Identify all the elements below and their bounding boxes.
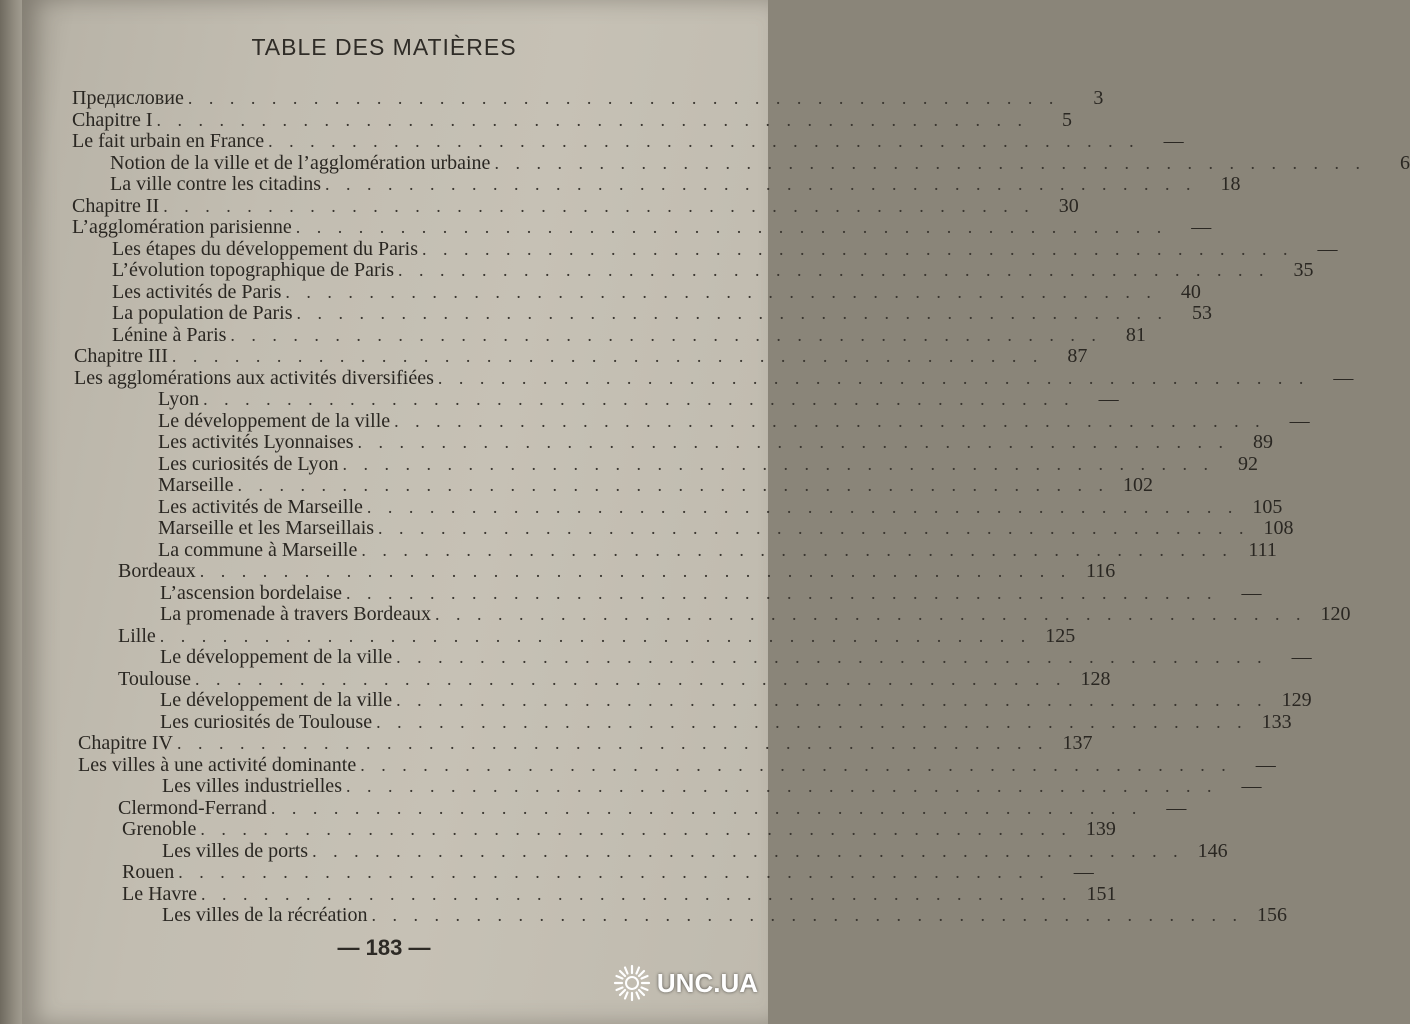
dot-leader: . . . . . . . . . . . . . . . . . . . . . . . . . . . . . . . . . . . . . . . . . . bbox=[230, 324, 1102, 345]
toc-entry-page: 35 bbox=[1293, 259, 1314, 281]
toc-entry-page: — bbox=[1241, 775, 1262, 797]
toc-entry bbox=[122, 882, 1117, 905]
toc-entry-label: Chapitre II bbox=[72, 194, 160, 217]
page-title: TABLE DES MATIÈRES bbox=[251, 34, 517, 60]
toc-entry-page: 105 bbox=[1252, 495, 1283, 518]
toc-entry-label: Les activités Lyonnaises bbox=[158, 431, 354, 453]
watermark-text: UNC.UA bbox=[656, 967, 758, 998]
toc-entry-label: Chapitre III bbox=[74, 345, 168, 367]
toc-entry bbox=[158, 431, 1274, 453]
toc-entry bbox=[110, 173, 1241, 195]
toc-entry-page: 139 bbox=[1085, 818, 1116, 840]
toc-entry-label: Les villes industrielles bbox=[162, 775, 342, 797]
toc-entry-label: Les agglomérations aux activités diversifiées bbox=[74, 366, 434, 389]
toc-entry bbox=[74, 366, 1354, 389]
toc-entry bbox=[162, 904, 1287, 926]
dot-leader: . . . . . . . . . . . . . . . . . . . . . . . . . . . . . . . . . . . . . . . . . . bbox=[396, 690, 1268, 710]
toc-entry-page: 81 bbox=[1125, 323, 1146, 346]
toc-entry-page: — bbox=[1317, 237, 1338, 260]
toc-entry-label: Chapitre I bbox=[72, 108, 153, 131]
toc-entry-label: Chapitre IV bbox=[78, 732, 173, 754]
dot-leader: . . . . . . . . . . . . . . . . . . . . . . . . . . . . . . . . . . . . . . . . . . bbox=[285, 281, 1157, 302]
toc-entry-page: 120 bbox=[1320, 603, 1351, 625]
dot-leader: . . . . . . . . . . . . . . . . . . . . . . . . . . . . . . . . . . . . . . . . . . bbox=[200, 883, 1073, 904]
toc-entry-label: Предисловие bbox=[72, 87, 184, 109]
toc-entry-page: 128 bbox=[1080, 667, 1111, 690]
toc-entry bbox=[160, 581, 1262, 604]
toc-entry bbox=[72, 87, 1104, 109]
dot-leader: . . . . . . . . . . . . . . . . . . . . . . . . . . . . . . . . . . . . . . . . . . bbox=[342, 453, 1215, 474]
toc-entry bbox=[74, 345, 1088, 367]
toc-entry-page: — bbox=[1289, 409, 1310, 432]
toc-entry bbox=[118, 624, 1076, 647]
dot-leader: . . . . . . . . . . . . . . . . . . . . . . . . . . . . . . . . . . . . . . . . . . bbox=[187, 88, 1060, 108]
toc-entry bbox=[78, 753, 1276, 776]
toc-entry bbox=[158, 474, 1154, 496]
toc-entry-page: 53 bbox=[1192, 302, 1213, 324]
toc-entry bbox=[160, 646, 1312, 668]
toc-entry-label: Bordeaux bbox=[118, 560, 196, 582]
dot-leader: . . . . . . . . . . . . . . . . . . . . . . . . . . . . . . . . . . . . . . . . . . bbox=[178, 862, 1050, 882]
dot-leader: . . . . . . . . . . . . . . . . . . . . . . . . . . . . . . . . . . . . . . . . . . bbox=[435, 604, 1307, 624]
toc-entry-label: Les villes de la récréation bbox=[162, 904, 368, 926]
toc-entry-label: La population de Paris bbox=[112, 302, 293, 324]
toc-entry-page: 129 bbox=[1281, 689, 1312, 711]
toc-entry-page: — bbox=[1073, 861, 1094, 883]
toc-entry bbox=[162, 839, 1228, 862]
toc-entry bbox=[158, 409, 1310, 432]
toc-entry-label: Clermond-Ferrand bbox=[118, 796, 267, 819]
dot-leader: . . . . . . . . . . . . . . . . . . . . . . . . . . . . . . . . . . . . . . . . . . bbox=[176, 733, 1049, 753]
toc-entry bbox=[118, 667, 1111, 690]
toc-entry bbox=[122, 861, 1094, 883]
toc-entry-page: 151 bbox=[1086, 882, 1117, 905]
toc-entry bbox=[158, 452, 1259, 475]
toc-entry-page: — bbox=[1291, 646, 1312, 668]
toc-entry-page: — bbox=[1166, 796, 1187, 819]
dot-leader: . . . . . . . . . . . . . . . . . . . . . . . . . . . . . . . . . . . . . . . . . . bbox=[270, 797, 1143, 818]
toc-entry bbox=[112, 302, 1213, 324]
toc-entry-page: — bbox=[1163, 130, 1184, 152]
toc-entry bbox=[158, 517, 1294, 539]
toc-entry-label: Les étapes du développement du Paris bbox=[112, 237, 419, 260]
toc-entry-label: Les villes de ports bbox=[162, 839, 309, 862]
toc-entry-page: 40 bbox=[1180, 280, 1201, 303]
toc-entry-page: 125 bbox=[1045, 624, 1076, 647]
toc-entry-label: Les villes à une activité dominante bbox=[78, 753, 357, 776]
toc-entry-page: — bbox=[1191, 216, 1212, 238]
toc-entry-label: L’agglomération parisienne bbox=[72, 216, 292, 238]
toc-entry-page: 5 bbox=[1062, 108, 1073, 131]
toc-entry-label: Rouen bbox=[122, 861, 175, 883]
toc-entry-page: 3 bbox=[1093, 87, 1104, 109]
page-number: — 183 — bbox=[337, 935, 431, 960]
watermark bbox=[613, 964, 758, 1002]
dot-leader: . . . . . . . . . . . . . . . . . . . . . . . . . . . . . . . . . . . . . . . . . . bbox=[394, 410, 1266, 431]
dot-leader: . . . . . . . . . . . . . . . . . . . . . . . . . . . . . . . . . . . . . . . . . . bbox=[376, 711, 1248, 732]
dot-leader: . . . . . . . . . . . . . . . . . . . . . . . . . . . . . . . . . . . . . . . . . . bbox=[494, 152, 1366, 173]
toc-entry-page: — bbox=[1333, 366, 1354, 389]
toc-entry bbox=[72, 130, 1184, 152]
toc-entry-page: 102 bbox=[1123, 474, 1154, 496]
toc-entry-label: Toulouse bbox=[118, 667, 192, 690]
dot-leader: . . . . . . . . . . . . . . . . . . . . . . . . . . . . . . . . . . . . . . . . . . bbox=[296, 303, 1169, 323]
toc-entry-page: 137 bbox=[1062, 732, 1093, 754]
toc-entry bbox=[160, 603, 1351, 625]
toc-entry bbox=[162, 775, 1262, 797]
toc-entry-page: 89 bbox=[1253, 431, 1274, 453]
toc-entry bbox=[158, 388, 1119, 410]
toc-entry-page: 92 bbox=[1238, 452, 1259, 475]
dot-leader: . . . . . . . . . . . . . . . . . . . . . . . . . . . . . . . . . . . . . . . . . . bbox=[378, 518, 1250, 538]
toc-entry bbox=[160, 689, 1312, 711]
toc-entry-page: 146 bbox=[1197, 839, 1228, 862]
toc-entry bbox=[72, 216, 1212, 238]
toc-entry-page: — bbox=[1098, 388, 1119, 410]
toc-entry-page: 18 bbox=[1220, 173, 1241, 195]
toc-entry bbox=[118, 796, 1187, 819]
toc-entry-page: 87 bbox=[1067, 345, 1088, 367]
dot-leader: . . . . . . . . . . . . . . . . . . . . . . . . . . . . . . . . . . . . . . . . . . bbox=[361, 539, 1233, 560]
dot-leader: . . . . . . . . . . . . . . . . . . . . . . . . . . . . . . . . . . . . . . . . . . bbox=[295, 217, 1168, 237]
dot-leader: . . . . . . . . . . . . . . . . . . . . . . . . . . . . . . . . . . . . . . . . . . bbox=[200, 819, 1072, 839]
toc-entry bbox=[78, 732, 1093, 754]
toc-entry bbox=[158, 495, 1283, 518]
toc-entry bbox=[72, 108, 1073, 131]
sun-icon bbox=[613, 964, 651, 1002]
toc-entry-label: Les activités de Marseille bbox=[158, 495, 363, 518]
toc-entry-label: Les curiosités de Toulouse bbox=[160, 710, 373, 733]
toc-entry-label: Le développement de la ville bbox=[158, 409, 391, 432]
dot-leader: . . . . . . . . . . . . . . . . . . . . . . . . . . . . . . . . . . . . . . . . . . bbox=[195, 668, 1067, 689]
dot-leader: . . . . . . . . . . . . . . . . . . . . . . . . . . . . . . . . . . . . . . . . . . bbox=[171, 346, 1044, 366]
dot-leader: . . . . . . . . . . . . . . . . . . . . . . . . . . . . . . . . . . . . . . . . . . bbox=[360, 754, 1232, 775]
toc-entry-page: 116 bbox=[1086, 560, 1116, 582]
dot-leader: . . . . . . . . . . . . . . . . . . . . . . . . . . . . . . . . . . . . . . . . . . bbox=[366, 496, 1239, 517]
toc-entry-label: Lyon bbox=[158, 388, 200, 410]
toc-entry-label: L’ascension bordelaise bbox=[160, 581, 342, 604]
toc-entry bbox=[112, 280, 1201, 303]
dot-leader: . . . . . . . . . . . . . . . . . . . . . . . . . . . . . . . . . . . . . . . . . . bbox=[156, 109, 1029, 130]
toc-entry-label: L’évolution topographique de Paris bbox=[112, 259, 394, 281]
toc-entry-label: Le Havre bbox=[122, 882, 197, 905]
toc-entry-label: Les activités de Paris bbox=[112, 280, 282, 303]
dot-leader: . . . . . . . . . . . . . . . . . . . . . . . . . . . . . . . . . . . . . . . . . . bbox=[371, 905, 1243, 925]
toc-entry-label: Notion de la ville et de l’agglomération urbaine bbox=[110, 151, 491, 174]
toc-entry-label: Le développement de la ville bbox=[160, 646, 393, 668]
toc-entry-page: 108 bbox=[1263, 517, 1294, 539]
toc-entry-label: La commune à Marseille bbox=[158, 538, 358, 561]
dot-leader: . . . . . . . . . . . . . . . . . . . . . . . . . . . . . . . . . . . . . . . . . . bbox=[159, 625, 1032, 646]
dot-leader: . . . . . . . . . . . . . . . . . . . . . . . . . . . . . . . . . . . . . . . . . . bbox=[357, 432, 1230, 452]
dot-leader: . . . . . . . . . . . . . . . . . . . . . . . . . . . . . . . . . . . . . . . . . . bbox=[345, 776, 1218, 796]
toc-entry bbox=[72, 194, 1079, 217]
toc-entry-page: — bbox=[1241, 581, 1262, 604]
dot-leader: . . . . . . . . . . . . . . . . . . . . . . . . . . . . . . . . . . . . . . . . . . bbox=[163, 195, 1035, 216]
toc-entry-label: Le fait urbain en France bbox=[72, 130, 265, 152]
toc-entry bbox=[118, 560, 1116, 582]
toc-entry-page: 133 bbox=[1261, 710, 1292, 733]
toc-entry bbox=[158, 538, 1277, 561]
book-spine bbox=[0, 0, 22, 1024]
toc-entry-page: 156 bbox=[1256, 904, 1287, 926]
dot-leader: . . . . . . . . . . . . . . . . . . . . . . . . . . . . . . . . . . . . . . . . . . bbox=[268, 131, 1140, 151]
dot-leader: . . . . . . . . . . . . . . . . . . . . . . . . . . . . . . . . . . . . . . . . . . bbox=[437, 367, 1310, 388]
toc-entry-label: Lille bbox=[118, 624, 156, 647]
toc-entry-page: — bbox=[1255, 753, 1276, 776]
toc-entry bbox=[122, 818, 1116, 840]
dot-leader: . . . . . . . . . . . . . . . . . . . . . . . . . . . . . . . . . . . . . . . . . . bbox=[345, 582, 1218, 603]
toc-entry-label: La promenade à travers Bordeaux bbox=[160, 603, 431, 625]
toc-entry-label: Grenoble bbox=[122, 818, 197, 840]
dot-leader: . . . . . . . . . . . . . . . . . . . . . . . . . . . . . . . . . . . . . . . . . . bbox=[203, 389, 1075, 409]
dot-leader: . . . . . . . . . . . . . . . . . . . . . . . . . . . . . . . . . . . . . . . . . . bbox=[312, 840, 1184, 861]
dot-leader: . . . . . . . . . . . . . . . . . . . . . . . . . . . . . . . . . . . . . . . . . . bbox=[396, 647, 1268, 667]
dot-leader: . . . . . . . . . . . . . . . . . . . . . . . . . . . . . . . . . . . . . . . . . . bbox=[199, 561, 1072, 581]
toc-entry-label: La ville contre les citadins bbox=[110, 173, 322, 195]
dot-leader: . . . . . . . . . . . . . . . . . . . . . . . . . . . . . . . . . . . . . . . . . . bbox=[237, 475, 1110, 495]
toc-entry bbox=[112, 259, 1314, 281]
toc-entry-label: Lénine à Paris bbox=[112, 323, 227, 346]
dot-leader: . . . . . . . . . . . . . . . . . . . . . . . . . . . . . . . . . . . . . . . . . . bbox=[398, 260, 1270, 280]
toc-entry-label: Les curiosités de Lyon bbox=[158, 452, 339, 475]
dot-leader: . . . . . . . . . . . . . . . . . . . . . . . . . . . . . . . . . . . . . . . . . . bbox=[422, 238, 1294, 259]
toc-entry-page: 6 bbox=[1399, 151, 1410, 174]
toc-entry-page: 111 bbox=[1248, 538, 1277, 561]
toc-entry-label: Marseille bbox=[158, 474, 234, 496]
toc-entry-label: Marseille et les Marseillais bbox=[158, 517, 375, 539]
toc-entry-page: 30 bbox=[1058, 194, 1079, 217]
toc-entry bbox=[112, 323, 1146, 346]
toc-entry-label: Le développement de la ville bbox=[160, 689, 393, 711]
toc-entry bbox=[112, 237, 1338, 260]
dot-leader: . . . . . . . . . . . . . . . . . . . . . . . . . . . . . . . . . . . . . . . . . . bbox=[325, 174, 1197, 194]
toc-entry bbox=[110, 151, 1410, 174]
toc-entry bbox=[160, 710, 1292, 733]
